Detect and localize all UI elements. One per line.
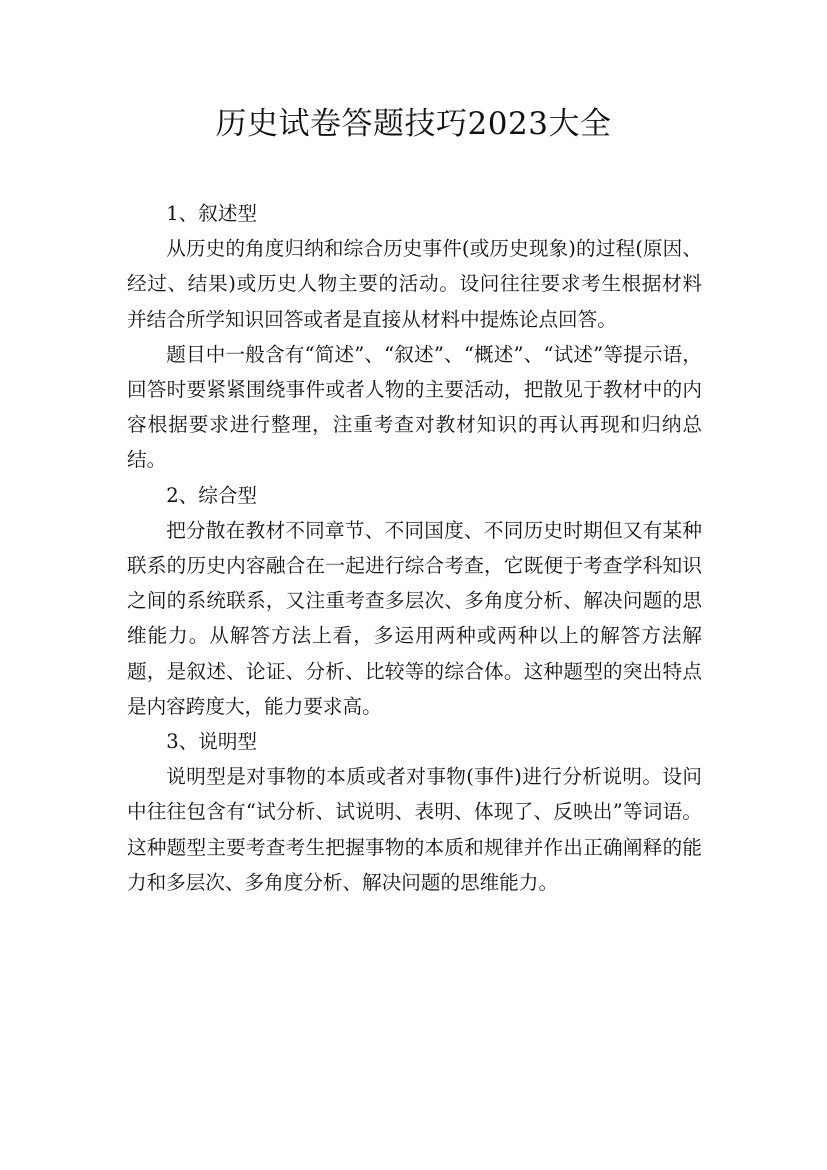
section-heading-explanatory: 3、说明型: [166, 730, 258, 754]
section-heading-comprehensive: 2、综合型: [166, 483, 258, 507]
section-heading-narrative: 1、叙述型: [166, 202, 258, 225]
paragraph: 从历史的角度归纳和综合历史事件(或历史现象)的过程(原因、经过、结果)或历史人物主要的活动。设问往往要求考生根据材料并结合所学知识回答或者是直接从材料中提炼论点回答。: [127, 237, 702, 331]
paragraph: 把分散在教材不同章节、不同国度、不同历史时期但又有某种联系的历史内容融合在一起进行综合考查，它既便于考查学科知识之间的系统联系，又注重考查多层次、多角度分析、解决问题的思维能力。从解答方法上看，多运用两种或两种以上的解答方法解题，是叙述、论证、分析、比较等的综合体。这种题型的突出特点是内容跨度大，能力要求高。: [127, 518, 702, 718]
document-title: 历史试卷答题技巧2023大全: [215, 106, 612, 142]
document-body: [127, 196, 702, 900]
paragraph: 题目中一般含有“简述”、“叙述”、“概述”、“试述”等提示语，回答时要紧紧围绕事件或者人物的主要活动，把散见于教材中的内容根据要求进行整理，注重考查对教材知识的再认再现和归纳总结。: [127, 342, 702, 472]
paragraph: 说明型是对事物的本质或者对事物(事件)进行分析说明。设问中往往包含有“试分析、试说明、表明、体现了、反映出”等词语。这种题型主要考查考生把握事物的本质和规律并作出正确阐释的能力和多层次、多角度分析、解决问题的思维能力。: [127, 765, 702, 894]
